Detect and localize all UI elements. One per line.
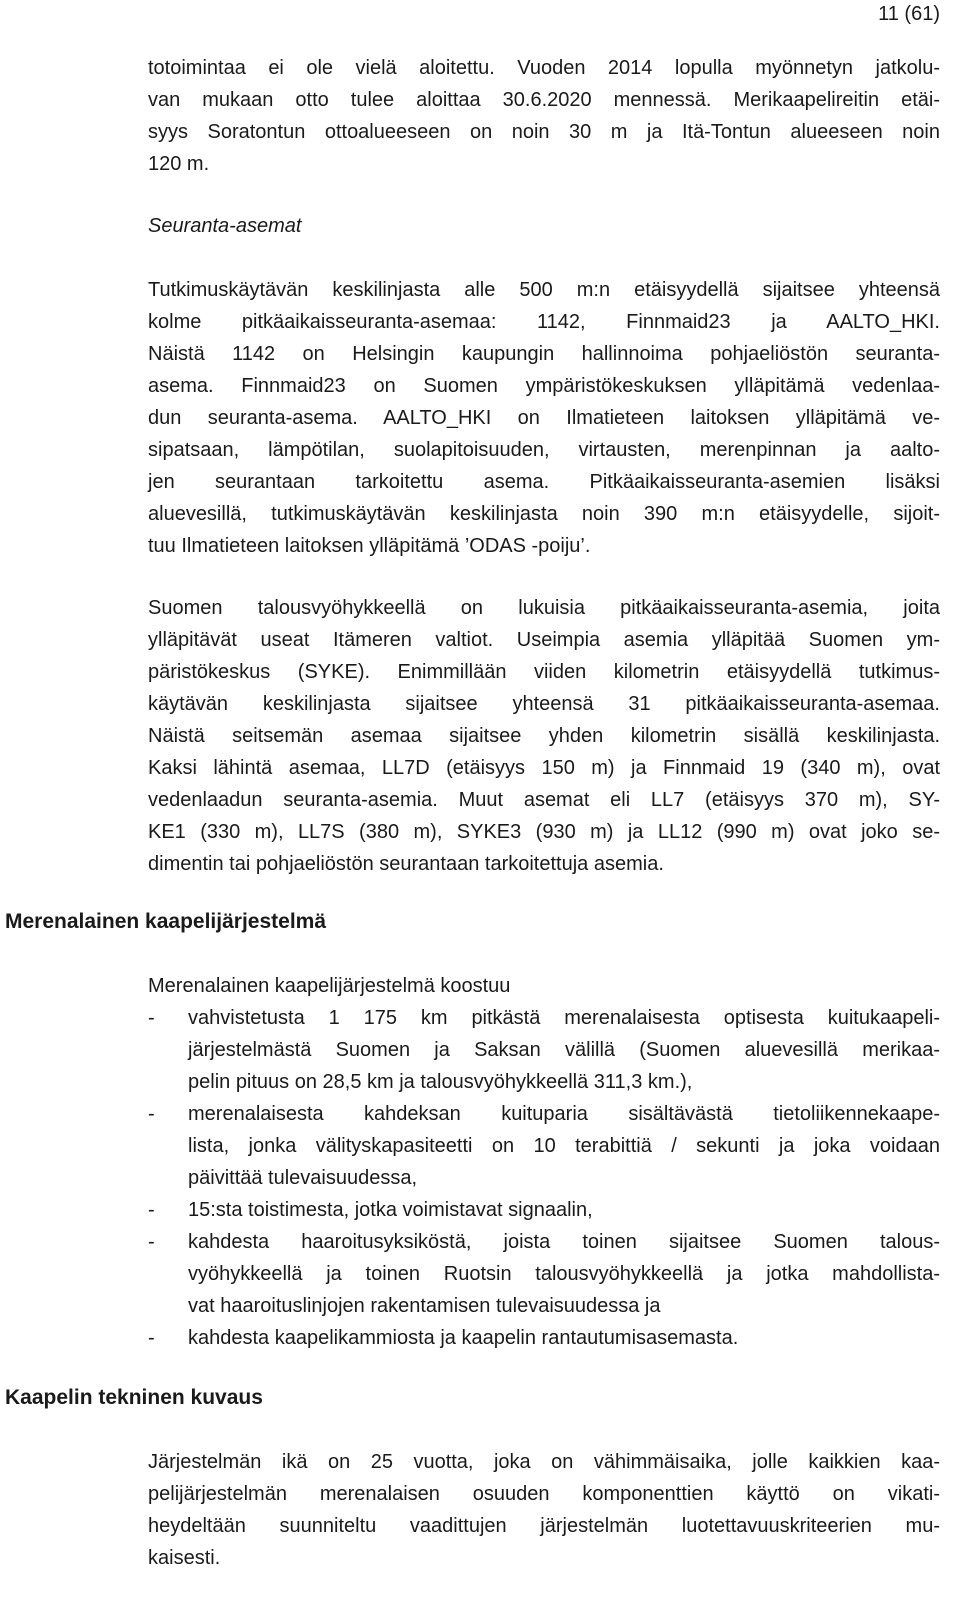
seuranta-para2-line: käytävän keskilinjasta sijaitsee yhteensä 31 pitkäaikaisseuranta-asemaa. — [148, 693, 940, 715]
intro-line: totoimintaa ei ole vielä aloitettu. Vuoden 2014 lopulla myönnetyn jatkolu- — [148, 57, 940, 79]
intro-line: 120 m. — [148, 153, 210, 175]
seuranta-para2-line: ylläpitävät useat Itämeren valtiot. Useimpia asemia ylläpitää Suomen ym- — [148, 629, 940, 651]
seuranta-para2-line: KE1 (330 m), LL7S (380 m), SYKE3 (930 m) ja LL12 (990 m) ovat joko se- — [148, 821, 940, 843]
bullet-line: lista, jonka välityskapasiteetti on 10 terabittiä / sekunti ja joka voidaan — [188, 1135, 940, 1157]
intro-line: van mukaan otto tulee aloittaa 30.6.2020 mennessä. Merikaapelireitin etäi- — [148, 89, 940, 111]
bullet-line: 15:sta toistimesta, jotka voimistavat signaalin, — [188, 1199, 593, 1221]
seuranta-para1-line: asema. Finnmaid23 on Suomen ympäristökeskuksen ylläpitämä vedenlaa- — [148, 375, 940, 397]
bullet-line: merenalaisesta kahdeksan kuituparia sisältävästä tietoliikennekaape- — [188, 1103, 940, 1125]
bullet-line: vahvistetusta 1 175 km pitkästä merenalaisesta optisesta kuitukaapeli- — [188, 1007, 940, 1029]
seuranta-para2-line: Näistä seitsemän asemaa sijaitsee yhden kilometrin sisällä keskilinjasta. — [148, 725, 940, 747]
section-heading-tekninen-kuvaus: Kaapelin tekninen kuvaus — [5, 1386, 263, 1409]
bullet-line: kahdesta kaapelikammiosta ja kaapelin rantautumisasemasta. — [188, 1327, 739, 1349]
bullet-line: kahdesta haaroitusyksiköstä, joista toinen sijaitsee Suomen talous- — [188, 1231, 940, 1253]
bullet-line: järjestelmästä Suomen ja Saksan välillä (Suomen aluevesillä merikaa- — [188, 1039, 940, 1061]
seuranta-para1-line: jen seurantaan tarkoitettu asema. Pitkäaikaisseuranta-asemien lisäksi — [148, 471, 940, 493]
seuranta-para2-line: dimentin tai pohjaeliöstön seurantaan tarkoitettuja asemia. — [148, 853, 664, 875]
tekninen-line: kaisesti. — [148, 1547, 221, 1569]
bullet-dash: - — [148, 1199, 155, 1221]
page-number: 11 (61) — [878, 3, 940, 25]
seuranta-para1-line: dun seuranta-asema. AALTO_HKI on Ilmatieteen laitoksen ylläpitämä ve- — [148, 407, 940, 429]
intro-line: syys Soratontun ottoalueeseen on noin 30 m ja Itä-Tontun alueeseen noin — [148, 121, 940, 143]
bullet-dash: - — [148, 1103, 155, 1125]
seuranta-para1-line: Tutkimuskäytävän keskilinjasta alle 500 m:n etäisyydellä sijaitsee yhteensä — [148, 279, 940, 301]
seuranta-para2-line: Suomen talousvyöhykkeellä on lukuisia pitkäaikaisseuranta-asemia, joita — [148, 597, 940, 619]
tekninen-line: pelijärjestelmän merenalaisen osuuden komponenttien käyttö on vikati- — [148, 1483, 940, 1505]
seuranta-para2-line: vedenlaadun seuranta-asemia. Muut asemat eli LL7 (etäisyys 370 m), SY- — [148, 789, 940, 811]
seuranta-para1-line: sipatsaan, lämpötilan, suolapitoisuuden, virtausten, merenpinnan ja aalto- — [148, 439, 940, 461]
bullet-line: pelin pituus on 28,5 km ja talousvyöhykkeellä 311,3 km.), — [188, 1071, 693, 1093]
bullet-line: vat haaroituslinjojen rakentamisen tulevaisuudessa ja — [188, 1295, 661, 1317]
bullet-line: päivittää tulevaisuudessa, — [188, 1167, 418, 1189]
bullet-dash: - — [148, 1231, 155, 1253]
seuranta-para1-line: Näistä 1142 on Helsingin kaupungin hallinnoima pohjaeliöstön seuranta- — [148, 343, 940, 365]
section-heading-kaapelijarjestelma: Merenalainen kaapelijärjestelmä — [5, 910, 326, 933]
tekninen-line: Järjestelmän ikä on 25 vuotta, joka on vähimmäisaika, jolle kaikkien kaa- — [148, 1451, 940, 1473]
seuranta-para1-line: tuu Ilmatieteen laitoksen ylläpitämä ’ODAS -poiju’. — [148, 535, 591, 557]
seuranta-para2-line: päristökeskus (SYKE). Enimmillään viiden kilometrin etäisyydellä tutkimus- — [148, 661, 940, 683]
bullet-dash: - — [148, 1327, 155, 1349]
bullet-line: vyöhykkeellä ja toinen Ruotsin talousvyöhykkeellä ja jotka mahdollista- — [188, 1263, 940, 1285]
bullet-dash: - — [148, 1007, 155, 1029]
kaapeli-intro: Merenalainen kaapelijärjestelmä koostuu — [148, 975, 511, 997]
seuranta-para1-line: aluevesillä, tutkimuskäytävän keskilinjasta noin 390 m:n etäisyydelle, sijoit- — [148, 503, 940, 525]
tekninen-line: heydeltään suunniteltu vaadittujen järjestelmän luotettavuuskriteerien mu- — [148, 1515, 940, 1537]
subheading-seuranta-asemat: Seuranta-asemat — [148, 215, 302, 237]
seuranta-para2-line: Kaksi lähintä asemaa, LL7D (etäisyys 150 m) ja Finnmaid 19 (340 m), ovat — [148, 757, 940, 779]
seuranta-para1-line: kolme pitkäaikaisseuranta-asemaa: 1142, Finnmaid23 ja AALTO_HKI. — [148, 311, 940, 333]
